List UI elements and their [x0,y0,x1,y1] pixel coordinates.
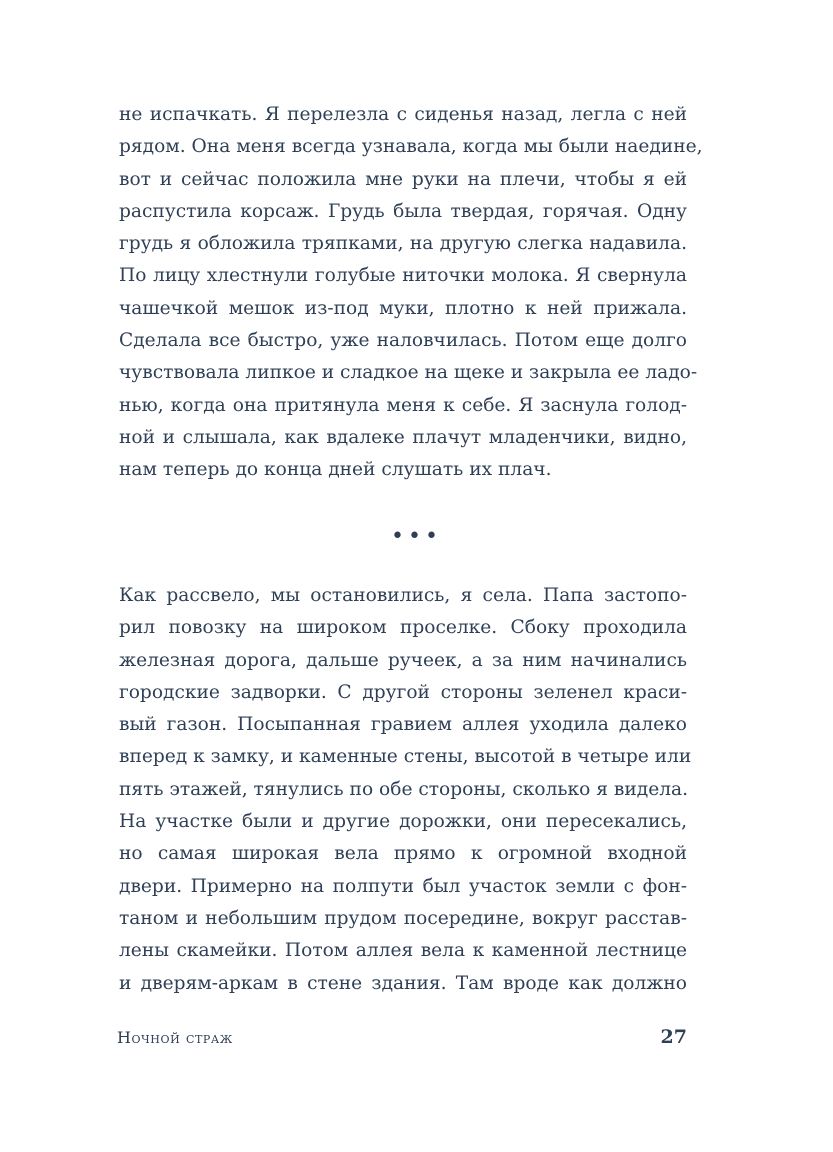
text-line: не испачкать. Я перелезла с сиденья назад, легла с ней [119,104,687,125]
text-line: распустила корсаж. Грудь была твердая, горячая. Одну [119,200,687,222]
text-line: грудь я обложила тряпками, на другую слегка надавила. [119,233,687,255]
text-line: вперед к замку, и каменные стены, высотой в четыре или [119,746,692,768]
text-line: ной и слышала, как вдалеке плачут младенчики, видно, [119,426,687,448]
text-line: двери. Примерно на полпути был участок земли с фон- [119,875,687,897]
paragraph-2 [119,580,692,1000]
text-line: пять этажей, тянулись по обе стороны, сколько я видела. [119,778,689,800]
text-line: железная дорога, дальше ручеек, а за ним начинались [119,649,687,671]
text-line: таном и небольшим прудом посередине, вокруг расстав- [119,907,687,929]
running-footer-title: Ночной страж [117,1028,233,1047]
text-line: и дверям-аркам в стене здания. Там вроде как должно [119,972,687,994]
text-line: Сделала все быстро, уже наловчилась. Потом еще долго [119,330,687,352]
section-separator: ••• [391,524,442,549]
text-line: нам теперь до конца дней слушать их плач. [119,459,552,481]
text-line: городские задворки. С другой стороны зеленел краси- [119,681,687,703]
text-line: лены скамейки. Потом аллея вела к каменной лестнице [119,940,687,962]
text-line: На участке были и другие дорожки, они пересекались, [119,811,687,833]
text-line: чувствовала липкое и сладкое на щеке и закрыла ее ладо- [119,362,698,384]
text-line: чашечкой мешок из-под муки, плотно к ней прижала. [119,297,687,319]
page-number: 27 [660,1026,687,1048]
text-line: По лицу хлестнули голубые ниточки молока. Я свернула [119,265,687,287]
text-line: нью, когда она притянула меня к себе. Я заснула голод- [119,394,687,416]
text-line: но самая широкая вела прямо к огромной входной [119,843,687,865]
text-line: рядом. Она меня всегда узнавала, когда мы были наедине, [119,136,703,158]
text-line: Как рассвело, мы остановились, я села. Папа застопо- [119,585,687,606]
text-line: вый газон. Посыпанная гравием аллея уходила далеко [119,714,687,736]
text-line: вот и сейчас положила мне руки на плечи, чтобы я ей [119,168,687,190]
text-line: рил повозку на широком проселке. Сбоку проходила [119,617,687,639]
paragraph-1 [119,99,703,487]
